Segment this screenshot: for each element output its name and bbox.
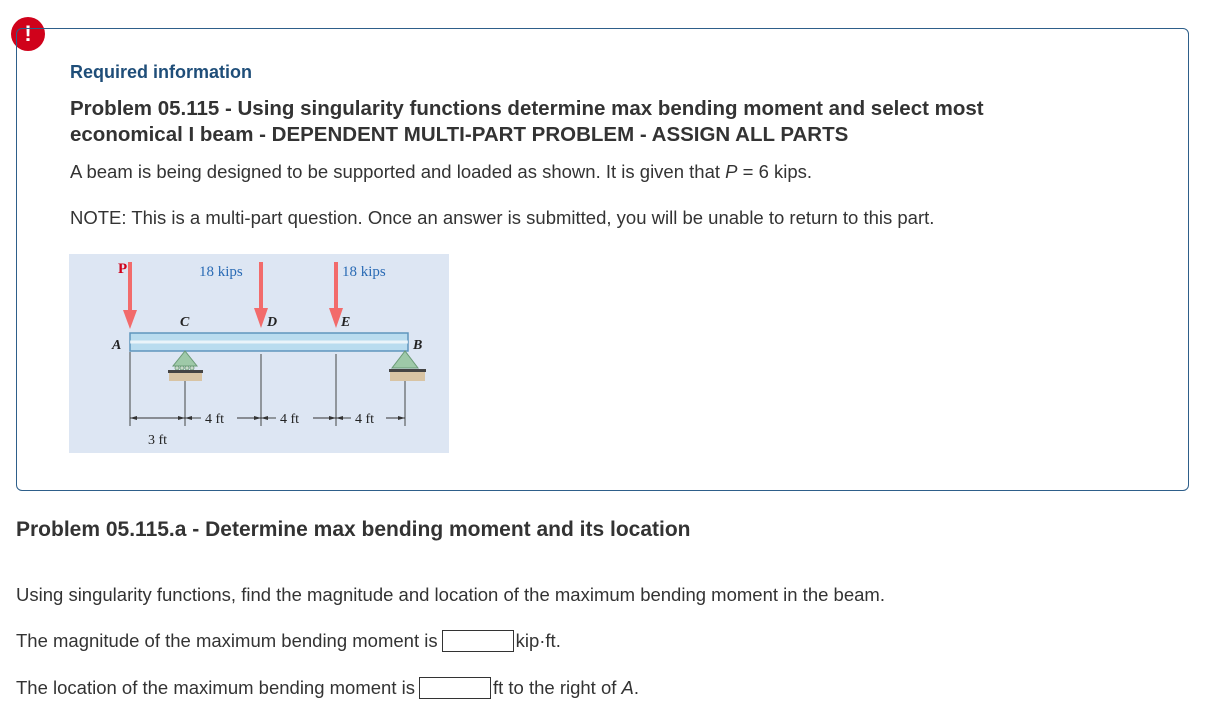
location-input[interactable] [419, 677, 491, 699]
load-p-label: P [118, 261, 128, 277]
magnitude-label: The magnitude of the maximum bending moment is [16, 630, 438, 651]
point-e-label: E [341, 315, 351, 330]
magnitude-input[interactable] [442, 630, 514, 652]
location-label: The location of the maximum bending moment is [16, 677, 415, 698]
dim-de-label: 4 ft [280, 412, 300, 427]
part-title: Problem 05.115.a - Determine max bending moment and its location [16, 518, 691, 541]
question-text: Using singularity functions, find the magnitude and location of the maximum bending moment in the beam. [16, 584, 885, 605]
given-prefix: A beam is being designed to be supported and loaded as shown. It is given that [70, 161, 726, 182]
location-unit-var: A [621, 677, 634, 698]
beam-figure [69, 254, 449, 453]
location-unit [493, 677, 639, 699]
load-e-label: 18 kips [342, 264, 386, 280]
point-b-label: B [413, 338, 423, 353]
magnitude-row [16, 630, 561, 652]
load-d-arrow [254, 262, 268, 328]
magnitude-unit: kip·ft. [515, 630, 561, 651]
dim-cd-label: 4 ft [205, 412, 225, 427]
problem-title: Problem 05.115 - Using singularity functions determine max bending moment and select most economical I beam - DEPENDENT MULTI-PART PROBLEM - ASSIGN ALL PARTS [70, 97, 984, 146]
given-variable: P [725, 161, 738, 182]
note-text: NOTE: This is a multi-part question. Once an answer is submitted, you will be unable to return to this part. [70, 207, 935, 228]
location-row [16, 677, 639, 699]
dim-ac-label: 3 ft [148, 433, 168, 448]
load-d-label: 18 kips [199, 264, 243, 280]
given-suffix: = 6 kips. [737, 161, 813, 182]
support-b-pin [389, 351, 426, 381]
beam-diagram [69, 254, 449, 453]
location-unit-prefix: ft to the right of [492, 677, 622, 698]
point-c-label: C [180, 315, 190, 330]
alert-icon: ! [11, 17, 45, 51]
required-info-heading: Required information [70, 62, 253, 82]
given-statement [70, 161, 812, 183]
point-a-label: A [112, 338, 122, 353]
location-unit-suffix: . [633, 677, 640, 698]
dim-eb-label: 4 ft [355, 412, 375, 427]
support-c-roller [168, 351, 203, 381]
point-d-label: D [267, 315, 278, 330]
